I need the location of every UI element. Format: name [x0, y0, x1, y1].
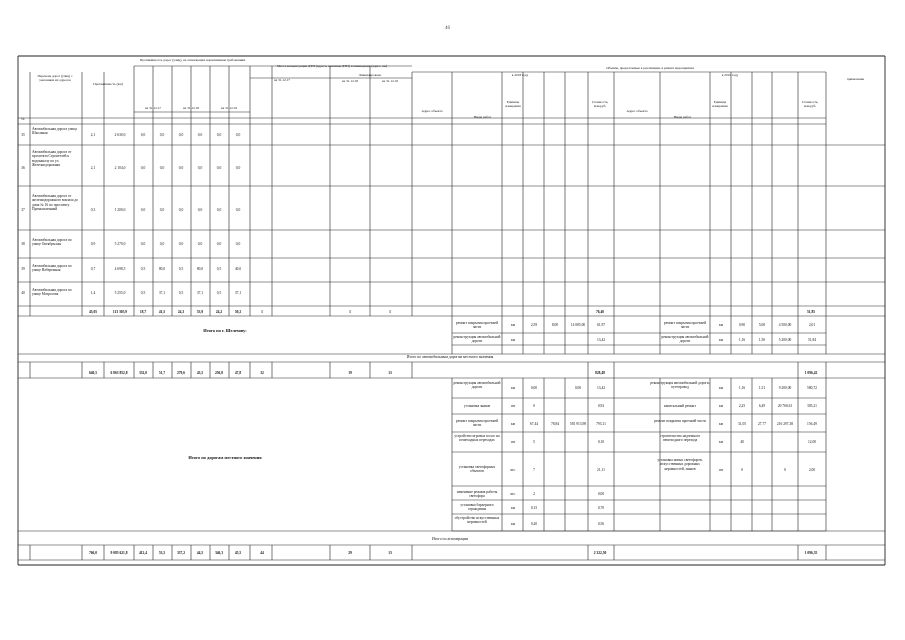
local-work-area-2019: 20 760,61 — [777, 404, 793, 408]
local-work-cost: 21,11 — [597, 468, 605, 472]
local-work-qty: 0 — [533, 404, 535, 408]
row-val: 0,0 — [235, 133, 241, 137]
header-address-2019: Адрес объекта — [626, 109, 648, 113]
local-work-cost-2019: 156,49 — [807, 422, 817, 426]
row-len-m: 5 270,0 — [114, 242, 126, 246]
row-len-km: 0,3 — [90, 208, 96, 212]
local-work-qty: 0,15 — [530, 506, 538, 510]
header-note: примечание — [846, 77, 865, 81]
local-work-qty-2019: 31,05 — [737, 422, 747, 426]
row-len-m: 1 200,0 — [114, 208, 126, 212]
local-value: 32 — [260, 371, 264, 375]
local-work-type: установка барьерного ограждения — [460, 503, 494, 512]
header-liq-date-1: на 31.12.18 — [341, 79, 359, 83]
grand-value: 412,4 — [138, 551, 148, 555]
row-val: 40,0 — [234, 267, 242, 271]
local-work-area-2019: 9 200,00 — [778, 386, 792, 390]
row-val: 0,0 — [216, 133, 222, 137]
grand-value: 53,5 — [158, 551, 166, 555]
row-val: 0,0 — [159, 208, 165, 212]
row-val: 0,0 — [216, 166, 222, 170]
header-share-date-1: на 31.12.17 — [144, 106, 162, 110]
row-len-m: 5 255,0 — [114, 291, 126, 295]
local-work-type: установка светофорных объектов — [458, 465, 496, 474]
grand-cost-2019: 1 096,35 — [804, 551, 818, 555]
row-len-km: 1,4 — [90, 291, 96, 295]
town-work-cost-2019: 51,84 — [807, 338, 817, 342]
header-liq-date-2: на 31.12.19 — [381, 79, 399, 83]
subtotal-value: 24,2 — [215, 310, 223, 314]
subtotal-value: 1 — [261, 310, 263, 314]
header-liquidated: Ликвидировано — [358, 73, 382, 77]
local-value: 51,7 — [158, 371, 166, 375]
local-section-title: Итого по автомобильным дорогам местного значения — [406, 355, 494, 359]
local-work-type: ремонт покрытия проезжей части — [455, 419, 499, 428]
header-accidents: Места концентрации ДТП (адреса, причины ДТП) и ликвидация (адрес, км) — [276, 64, 387, 68]
subtotal-value: 45,05 — [88, 310, 98, 314]
row-val: 0,0 — [197, 166, 203, 170]
grand-cost-2018: 2 322,50 — [593, 551, 607, 555]
local-work-type: изменение режима работы светофора — [456, 490, 498, 499]
town-work-unit: км — [510, 323, 516, 327]
town-work-cost: 61,97 — [596, 323, 606, 327]
town-work-qty-2019: 1,16 — [738, 338, 746, 342]
local-value: 279,6 — [176, 371, 186, 375]
town-work-qty: 2,59 — [530, 323, 538, 327]
town-work-unit-2019: км — [718, 323, 724, 327]
subtotal-value: 113 305,9 — [112, 310, 128, 314]
row-val: 0,5 — [140, 267, 146, 271]
row-val: 0,0 — [178, 166, 184, 170]
local-work-cost-2019: 2,00 — [808, 468, 816, 472]
row-val: 0,0 — [216, 242, 222, 246]
header-road-name: Перечень дорог (улиц) с указанием их адресов — [37, 74, 73, 82]
local-work-qty-2019: 40 — [740, 440, 744, 444]
header-unit-2019: Единица измерения — [712, 100, 728, 108]
subtotal-value: 50,2 — [234, 310, 242, 314]
header-year-2019: в 2019 году — [721, 73, 739, 77]
local-value: 6 863 852,8 — [110, 371, 128, 375]
page-number: 46 — [445, 26, 450, 31]
header-accidents-date: на 31.12.17 — [273, 78, 291, 82]
grand-value: 29 — [348, 551, 352, 555]
town-work-cost: 13,42 — [596, 338, 606, 342]
local-work-width-2019: 6,49 — [758, 404, 766, 408]
local-work-type: реконструкция автомобильной дороги — [453, 381, 501, 390]
row-val: 0,0 — [197, 133, 203, 137]
row-val: 0,0 — [159, 133, 165, 137]
row-val: 0,0 — [197, 242, 203, 246]
header-share-date-3: на 31.12.19 — [220, 106, 238, 110]
local-work-unit: шт — [510, 404, 516, 408]
local-total-label: Итого по дорогам местного значения — [188, 455, 262, 460]
local-work-type-2019: строительство надземного пешеходного перехода — [659, 434, 701, 443]
local-work-cost-2019: 12,00 — [807, 440, 817, 444]
row-val: 0,0 — [140, 133, 146, 137]
local-work-type: обустройство искусственных неровностей — [454, 516, 500, 525]
town-work-qty-2019: 0,90 — [738, 323, 746, 327]
local-work-qty-2019: 2,25 — [738, 404, 746, 408]
local-work-qty: 7 — [533, 468, 535, 472]
local-work-unit-2019: км — [718, 404, 724, 408]
local-value: 332,0 — [138, 371, 148, 375]
row-val: 0,0 — [216, 208, 222, 212]
row-val: 0,0 — [140, 166, 146, 170]
local-value: 47,8 — [234, 371, 242, 375]
row-road-name: Автомобильная дорога от железнодорожного вокзала до дома № 16 по проспекту Промышленный — [32, 194, 79, 212]
row-len-km: 2,1 — [90, 133, 96, 137]
row-val: 0,5 — [216, 267, 222, 271]
subtotal-value: 41,5 — [158, 310, 166, 314]
town-work-area-2019: 4 500,00 — [778, 323, 792, 327]
local-value: 13 — [388, 371, 392, 375]
local-work-unit-2019: шт — [718, 468, 724, 472]
row-num: 36 — [21, 166, 25, 170]
town-work-width-2019: 5,00 — [758, 323, 766, 327]
local-work-type-2019: капитальный ремонт — [664, 404, 696, 408]
row-road-name: Автомобильная дорога по улице Октябрьская — [32, 238, 72, 247]
row-num: 37 — [21, 208, 25, 212]
subtotal-value: 1 — [389, 310, 391, 314]
header-num: № — [21, 117, 25, 121]
row-road-name: Автомобильная дорога улица Школьная — [32, 127, 77, 136]
local-work-cost: 0,00 — [597, 492, 605, 496]
local-work-unit-2019: км — [718, 440, 724, 444]
row-val: 37,1 — [196, 291, 204, 295]
row-road-name: Автомобильная дорога по улице Набережная — [32, 264, 72, 273]
grand-value: 766,0 — [88, 551, 98, 555]
town-work-type: реконструкция автомобильной дороги — [453, 335, 501, 344]
local-work-qty: 0,20 — [530, 522, 538, 526]
header-year-2018: в 2018 году — [511, 73, 529, 77]
row-val: 0,0 — [235, 208, 241, 212]
town-work-type-2019: ремонт покрытия проезжей части — [663, 321, 707, 330]
town-work-unit-2019: км — [718, 338, 724, 342]
local-work-type: устройство игровых полос на пешеходных переходах — [454, 434, 500, 443]
header-cost-2019: Стоимость, млн.руб. — [801, 100, 819, 108]
row-val: 0,5 — [140, 291, 146, 295]
header-address-2018: Адрес объекта — [421, 109, 443, 113]
local-cost-2018: 828,48 — [595, 371, 605, 375]
grand-value: 44 — [260, 551, 264, 555]
row-num: 38 — [21, 242, 25, 246]
local-value: 43,5 — [196, 371, 204, 375]
grand-value: 337,2 — [176, 551, 186, 555]
row-val: 80,0 — [196, 267, 204, 271]
local-work-unit: шт. — [510, 492, 516, 496]
row-val: 0,0 — [178, 242, 184, 246]
row-num: 39 — [21, 267, 25, 271]
local-work-unit-2019: км — [718, 386, 724, 390]
row-len-m: 4 698,5 — [114, 267, 126, 271]
grand-value: 9 083 621,8 — [110, 551, 128, 555]
subtotal-cost-2019: 51,85 — [806, 310, 816, 314]
row-val: 37,1 — [234, 291, 242, 295]
local-work-area-2019: 216 297,38 — [776, 422, 794, 426]
local-work-width: 78,84 — [550, 422, 560, 426]
row-val: 0,0 — [197, 208, 203, 212]
local-work-unit: км — [510, 522, 516, 526]
header-share-date-2: на 31.12.18 — [182, 106, 200, 110]
local-work-unit: шт. — [510, 468, 516, 472]
row-len-km: 0,9 — [90, 242, 96, 246]
row-val: 0,5 — [178, 291, 184, 295]
row-road-name: Автомобильная дорога от проспекта Строителей к водоканалу по ул. Железнодорожная — [32, 150, 72, 168]
subtotal-cost-2018: 76,40 — [595, 310, 605, 314]
local-work-qty: 67,44 — [529, 422, 539, 426]
town-work-unit: км — [510, 338, 516, 342]
town-work-width: 8,00 — [551, 323, 559, 327]
local-work-cost: 0,56 — [597, 522, 605, 526]
grand-value: 45,5 — [234, 551, 242, 555]
local-work-unit: шт — [510, 440, 516, 444]
local-cost-2019: 1 096,42 — [804, 371, 818, 375]
local-work-area-2019: 0 — [784, 468, 786, 472]
local-work-unit: км — [510, 506, 516, 510]
row-val: 0,5 — [216, 291, 222, 295]
town-work-area-2019: 5 200,00 — [778, 338, 792, 342]
row-len-m: 2 630,0 — [114, 133, 126, 137]
header-length: Протяжённость (км) — [93, 82, 123, 86]
row-len-km: 2,1 — [90, 166, 96, 170]
local-work-type: установка знаков — [463, 404, 491, 408]
row-val: 0,0 — [178, 208, 184, 212]
local-work-qty-2019: 1,16 — [738, 386, 746, 390]
local-work-cost: 13,42 — [596, 386, 606, 390]
subtotal-value: 24,3 — [177, 310, 185, 314]
local-work-qty: 0,00 — [530, 386, 538, 390]
town-total-label: Итого по г. Шелехову: — [203, 328, 247, 333]
row-val: 0,0 — [235, 166, 241, 170]
local-work-unit: км — [510, 386, 516, 390]
subtotal-value: 1 — [349, 310, 351, 314]
town-work-area: 14 085,00 — [570, 323, 586, 327]
local-work-area: 581 913,98 — [569, 422, 587, 426]
local-work-cost-2019: 305,21 — [807, 404, 817, 408]
row-len-km: 0,7 — [90, 267, 96, 271]
subtotal-value: 18,7 — [139, 310, 147, 314]
header-cost-2018: Стоимость, млн.руб. — [591, 100, 609, 108]
grand-value: 346,3 — [214, 551, 224, 555]
local-work-cost: 793,11 — [596, 422, 606, 426]
row-len-m: 2 104,0 — [114, 166, 126, 170]
local-work-type-2019: реконструкция автомобильной дороги, путепровод — [650, 381, 710, 390]
local-work-qty-2019: 0 — [741, 468, 743, 472]
local-work-cost-2019: 580,72 — [807, 386, 817, 390]
grand-total-title: Итого по агломерации — [432, 537, 468, 541]
row-val: 0,0 — [235, 242, 241, 246]
local-work-width-2019: 1,51 — [758, 386, 766, 390]
header-works: Объёмы, предлагаемые к реализации, в рамках мероприятия — [606, 66, 694, 70]
local-work-width-2019: 27,77 — [757, 422, 767, 426]
row-road-name: Автомобильная дорога по улице Матросова — [32, 288, 72, 297]
local-work-unit-2019: км — [718, 422, 724, 426]
local-work-qty: 2 — [533, 492, 535, 496]
grand-value: 44,5 — [196, 551, 204, 555]
town-work-width-2019: 1,50 — [758, 338, 766, 342]
town-work-type: ремонт покрытия проезжей части — [455, 321, 499, 330]
local-work-cost: 0,10 — [597, 440, 605, 444]
header-share: Протяжённость дорог (улиц), не отвечающих нормативным требованиям — [139, 58, 246, 62]
local-value: 640,5 — [88, 371, 98, 375]
row-val: 0,0 — [140, 208, 146, 212]
local-work-qty: 5 — [533, 440, 535, 444]
row-val: 0,5 — [178, 267, 184, 271]
local-work-type-2019: установка новых светофоров, искусственных дорожных неровностей, знаков — [657, 458, 703, 471]
local-value: 19 — [348, 371, 352, 375]
row-val: 0,0 — [178, 133, 184, 137]
town-work-cost-2019: 2,01 — [808, 323, 816, 327]
local-value: 256,8 — [214, 371, 224, 375]
row-num: 35 — [21, 133, 25, 137]
header-unit-2018: Единица измерения — [505, 100, 521, 108]
local-work-cost: 0,70 — [597, 506, 605, 510]
row-val: 37,1 — [158, 291, 166, 295]
header-work-type-2018: Виды работ — [474, 115, 491, 119]
grand-value: 13 — [388, 551, 392, 555]
town-work-type-2019: реконструкция автомобильной дороги — [661, 335, 709, 344]
row-val: 0,0 — [159, 242, 165, 246]
row-val: 0,0 — [140, 242, 146, 246]
row-num: 40 — [21, 291, 25, 295]
local-work-cost: 0,92 — [597, 404, 605, 408]
local-work-area: 0,00 — [574, 386, 582, 390]
subtotal-value: 53,9 — [196, 310, 204, 314]
row-val: 80,0 — [158, 267, 166, 271]
local-work-unit: км — [510, 422, 516, 426]
header-work-type-2019: Виды работ — [674, 115, 691, 119]
row-val: 0,0 — [159, 166, 165, 170]
local-work-type-2019: ремонт покрытия проезжей части — [654, 419, 706, 423]
